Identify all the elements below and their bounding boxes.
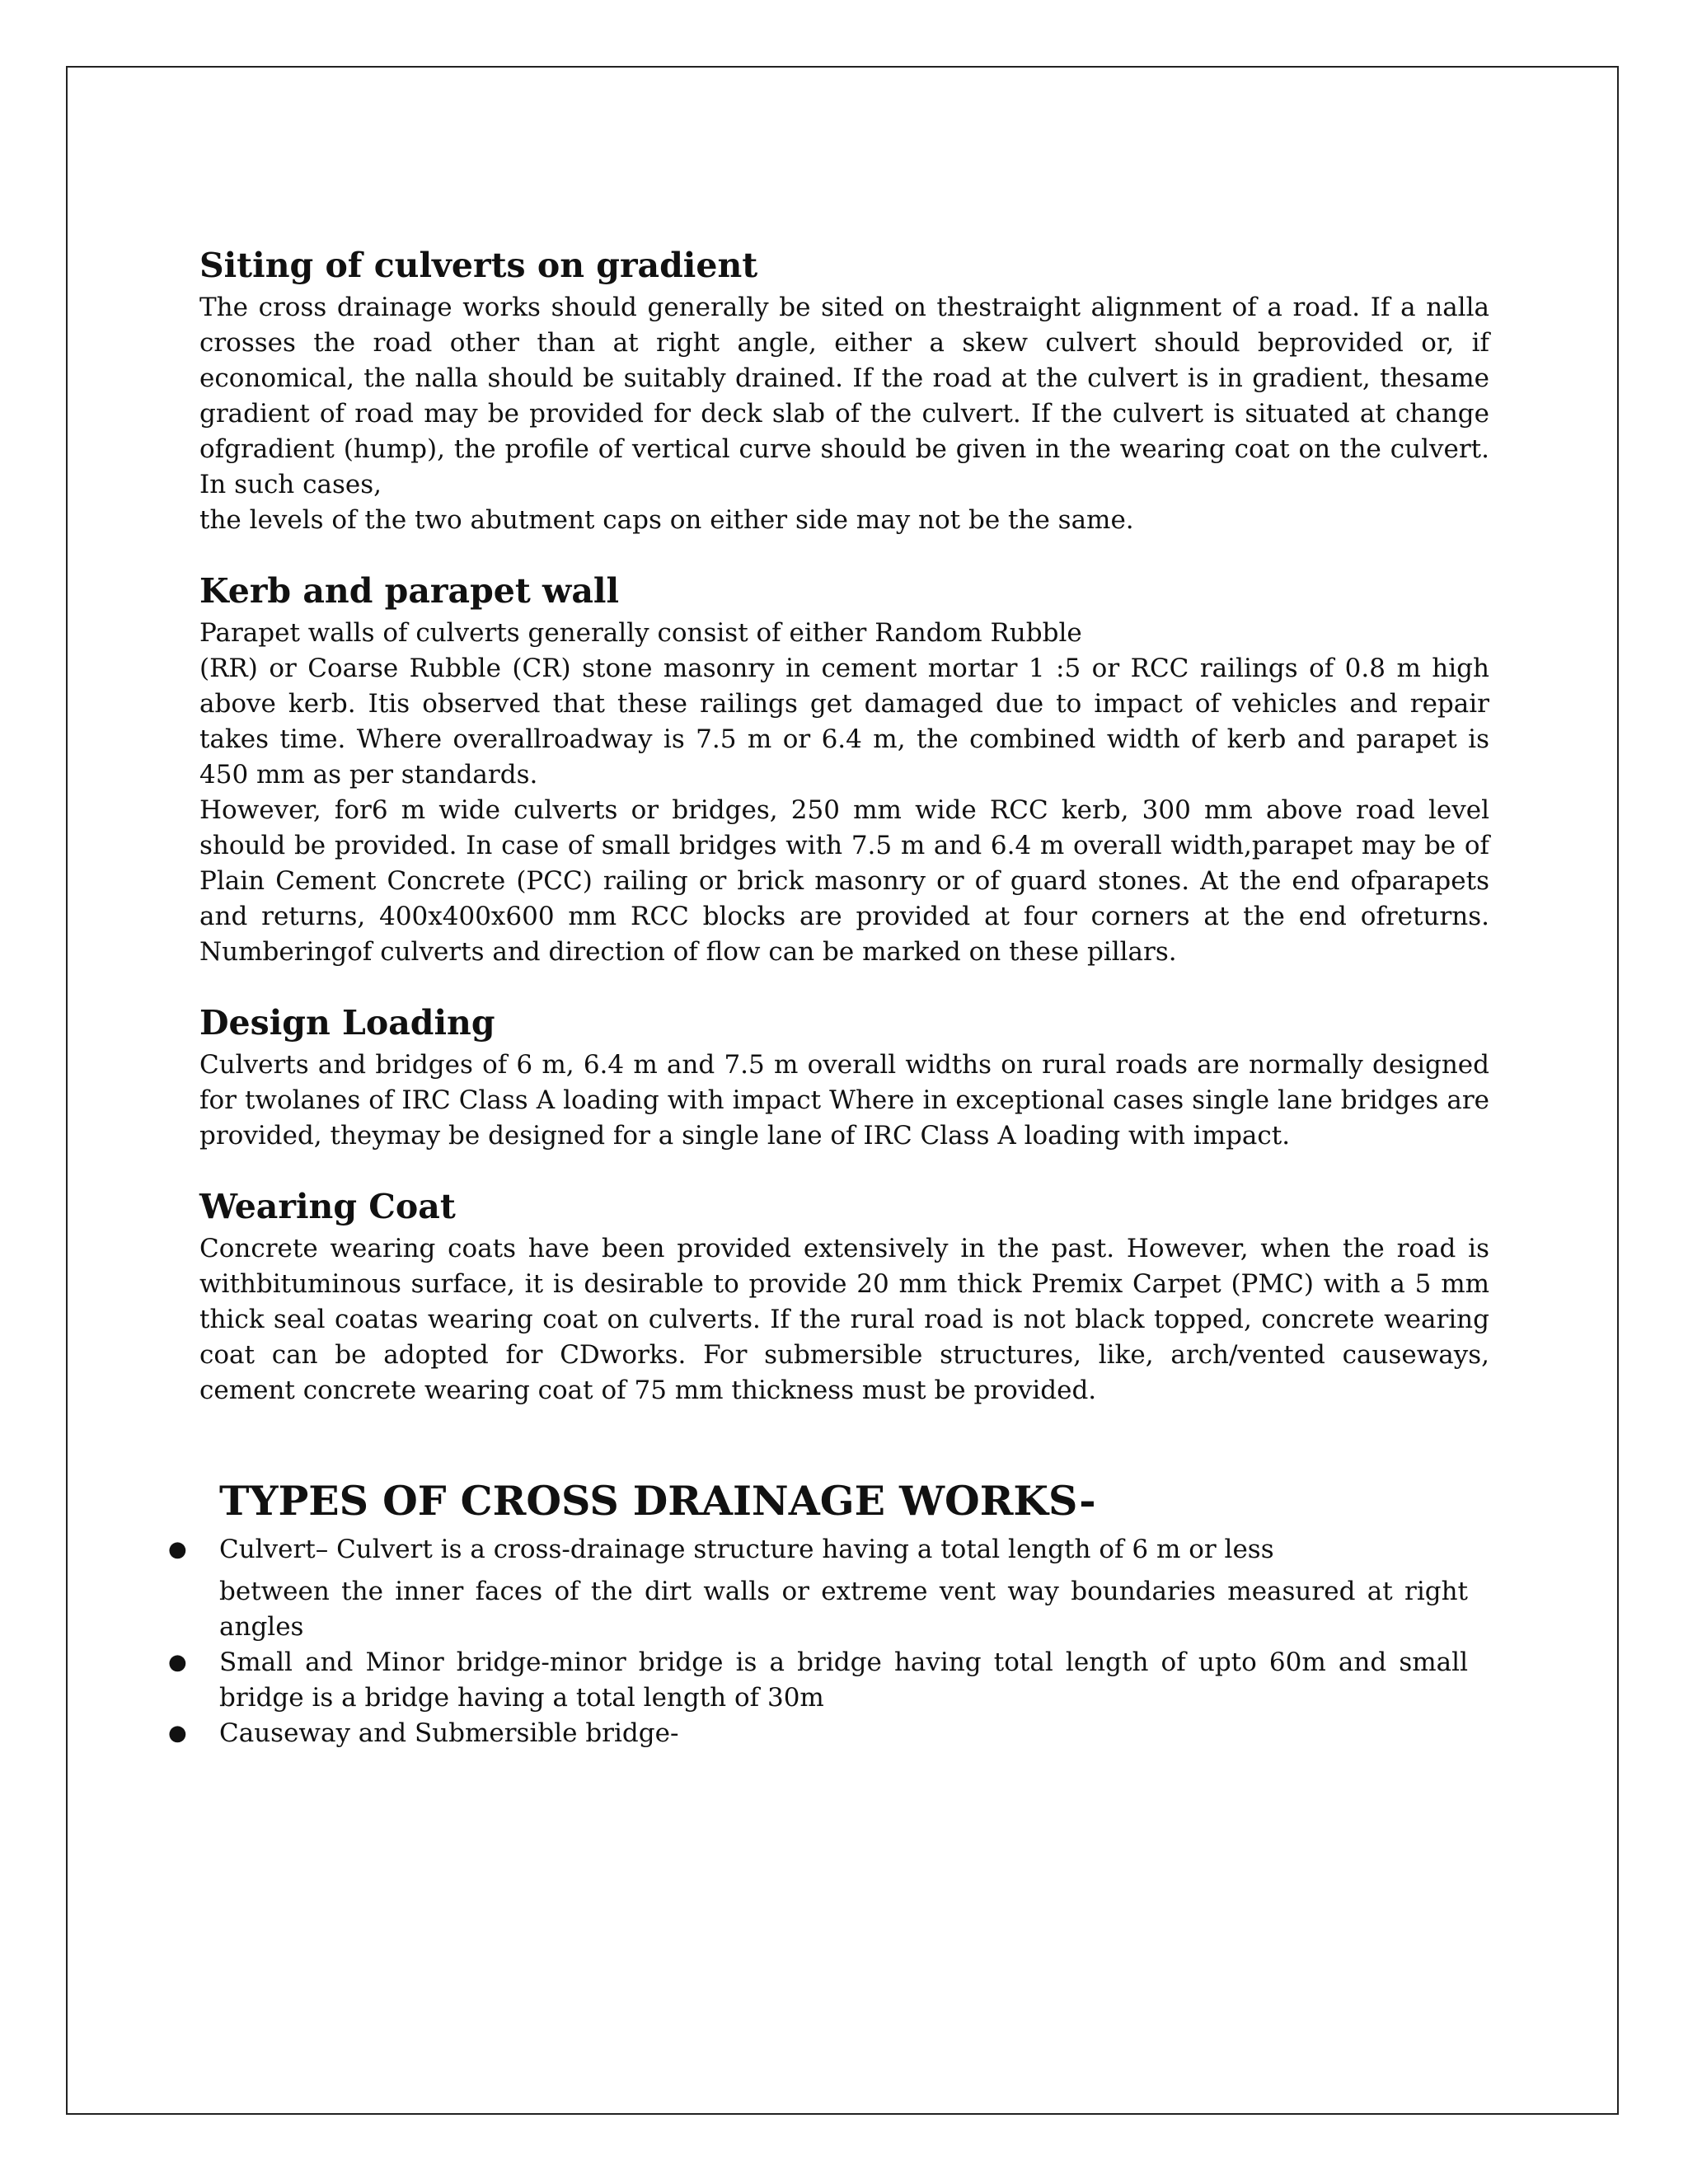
paragraph: Culverts and bridges of 6 m, 6.4 m and 7.5 m overall widths on rural roads are normally designed for twolanes of IRC Class A loading with impact Where in exceptional cases single lane bridges are provided, theymay be designed for a single lane of IRC Class A loading with impact. — [199, 1050, 1489, 1151]
paragraph: The cross drainage works should generally be sited on thestraight alignment of a road. If a nalla crosses the road other than at right angle, either a skew culvert should beprovided or, if economical, the nalla should be suitably drained. If the road at the culvert is in gradient, thesame gradient of road may be provided for deck slab of the culvert. If the culvert is situated at change ofgradient (hump), the profile of vertical curve should be given in the wearing coat on the culvert. In such cases, — [199, 293, 1489, 499]
paragraph: Parapet walls of culverts generally consist of either Random Rubble — [199, 618, 1082, 648]
types-list — [168, 1532, 1468, 1751]
section-heading: Kerb and parapet wall — [199, 571, 620, 611]
bullet-icon: ● — [168, 1721, 187, 1746]
list-item-text: Culvert– Culvert is a cross-drainage structure having a total length of 6 m or less — [219, 1535, 1274, 1564]
list-item — [168, 1645, 1468, 1716]
paragraph: Concrete wearing coats have been provided extensively in the past. However, when the road is withbituminous surface, it is desirable to provide 20 mm thick Premix Carpet (PMC) with a 5 mm thick seal coatas wearing coat on culverts. If the rural road is not black topped, concrete wearing coat can be adopted for CDworks. For submersible structures, like, arch/vented causeways, cement concrete wearing coat of 75 mm thickness must be provided. — [199, 1234, 1489, 1405]
list-item-continuation: between the inner faces of the dirt walls or extreme vent way boundaries measured at right angles — [219, 1577, 1468, 1642]
types-heading: TYPES OF CROSS DRAINAGE WORKS- — [219, 1477, 1096, 1525]
paragraph: (RR) or Coarse Rubble (CR) stone masonry in cement mortar 1 :5 or RCC railings of 0.8 m high above kerb. Itis observed that these railings get damaged due to impact of vehicles and repair takes time. Where overallroadway is 7.5 m or 6.4 m, the combined width of kerb and parapet is 450 mm as per standards. — [199, 654, 1489, 790]
bullet-icon: ● — [168, 1537, 187, 1562]
list-item-text: Small and Minor bridge-minor bridge is a bridge having total length of upto 60m and small bridge is a bridge having a total length of 30m — [219, 1647, 1468, 1713]
list-item — [168, 1532, 1468, 1645]
document-body — [199, 244, 1489, 1440]
section-heading: Wearing Coat — [199, 1187, 456, 1226]
section-design-loading — [199, 1001, 1489, 1154]
section-heading: Design Loading — [199, 1003, 495, 1043]
list-item-text: Causeway and Submersible bridge- — [219, 1718, 679, 1748]
section-heading: Siting of culverts on gradient — [199, 246, 758, 285]
list-item — [168, 1716, 1468, 1751]
paragraph: the levels of the two abutment caps on either side may not be the same. — [199, 505, 1134, 535]
section-wearing-coat — [199, 1185, 1489, 1408]
section-kerb-and-parapet-wall — [199, 569, 1489, 970]
paragraph: However, for6 m wide culverts or bridges, 250 mm wide RCC kerb, 300 mm above road level should be provided. In case of small bridges with 7.5 m and 6.4 m overall width,parapet may be of Plain Cement Concrete (PCC) railing or brick masonry or of guard stones. At the end ofparapets and returns, 400x400x600 mm RCC blocks are provided at four corners at the end ofreturns. Numberingof culverts and direction of flow can be marked on these pillars. — [199, 795, 1489, 967]
bullet-icon: ● — [168, 1650, 187, 1675]
section-siting-of-culverts — [199, 244, 1489, 538]
